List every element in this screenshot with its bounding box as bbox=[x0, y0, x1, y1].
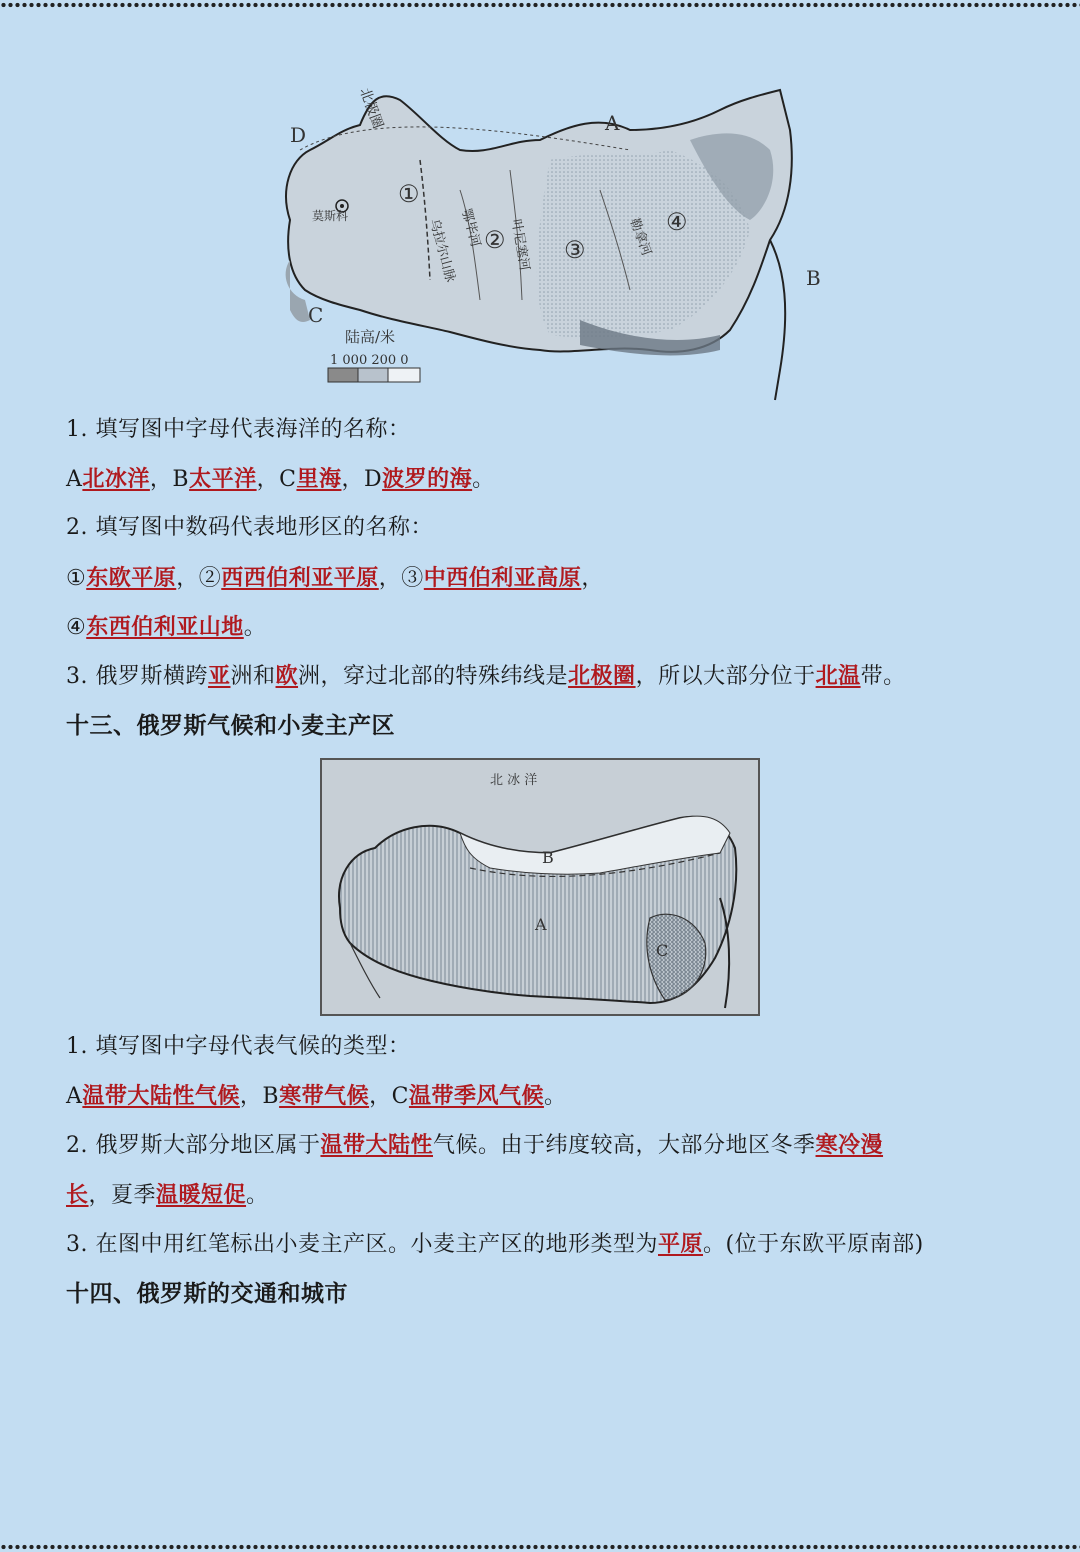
map1-arctic-circle-label: 北极圈 bbox=[356, 85, 386, 131]
bottom-dotted-border bbox=[0, 1542, 1080, 1552]
prompt-text: ，C bbox=[256, 467, 297, 492]
prompt-text: ，夏季 bbox=[88, 1183, 157, 1208]
map1-ob-label: 鄂毕河 bbox=[458, 207, 483, 249]
answer-text: 波罗的海 bbox=[382, 466, 473, 492]
map1-legend-title: 陆高/米 bbox=[345, 328, 396, 346]
answer-text: 欧 bbox=[275, 663, 299, 689]
map1-number-4: ④ bbox=[666, 208, 688, 236]
prompt-text: ，③ bbox=[378, 566, 424, 591]
answer-text: 温带大陆性 bbox=[320, 1132, 433, 1158]
map1-number-3: ③ bbox=[564, 236, 586, 264]
q1-line3: 2. 填写图中数码代表地形区的名称： bbox=[66, 515, 433, 540]
map1-letter-b: B bbox=[806, 266, 821, 290]
answer-text: 西西伯利亚平原 bbox=[221, 565, 379, 591]
prompt-text: 。 bbox=[243, 615, 267, 640]
answer-text: 东西伯利亚山地 bbox=[86, 614, 244, 640]
prompt-text: 。 bbox=[246, 1183, 269, 1208]
prompt-text: 洲和 bbox=[230, 664, 276, 689]
map1-number-2: ② bbox=[484, 226, 506, 254]
prompt-text: A bbox=[66, 467, 83, 492]
q1-line1: 1. 填写图中字母代表海洋的名称： bbox=[66, 417, 411, 442]
prompt-text: 带。 bbox=[860, 664, 906, 689]
answer-text: 里海 bbox=[296, 466, 342, 492]
map2-letter-a: A bbox=[535, 915, 547, 934]
q2-line2 bbox=[66, 1081, 566, 1112]
prompt-text: 3. 俄罗斯横跨 bbox=[66, 664, 208, 689]
answer-text: 长 bbox=[66, 1182, 89, 1208]
answer-text: 东欧平原 bbox=[86, 565, 177, 591]
answer-text: 温带季风气候 bbox=[408, 1083, 544, 1109]
prompt-text: ，B bbox=[149, 467, 190, 492]
legend-swatch-mid bbox=[358, 368, 388, 382]
q1-line6 bbox=[66, 661, 906, 692]
legend-swatch-low bbox=[388, 368, 420, 382]
section-heading-14: 十四、俄罗斯的交通和城市 bbox=[66, 1280, 348, 1307]
prompt-text: 。 bbox=[472, 467, 495, 492]
answer-text: 寒带气候 bbox=[279, 1083, 370, 1109]
map1-lena-label: 勒拿河 bbox=[626, 216, 654, 259]
answer-text: 平原 bbox=[658, 1231, 704, 1257]
russia-terrain-map bbox=[250, 70, 840, 405]
legend-swatch-high bbox=[328, 368, 358, 382]
q1-line4 bbox=[66, 563, 604, 594]
q1-line2 bbox=[66, 464, 495, 495]
prompt-text: 。(位于东欧平原南部) bbox=[703, 1232, 924, 1257]
prompt-text: ，D bbox=[341, 467, 383, 492]
answer-text: 北冰洋 bbox=[82, 466, 150, 492]
q2-line4 bbox=[66, 1180, 269, 1211]
map2-letter-c: C bbox=[656, 941, 669, 960]
map2-letter-b: B bbox=[542, 848, 554, 867]
prompt-text: ① bbox=[66, 566, 87, 591]
prompt-text: ，B bbox=[239, 1084, 280, 1109]
prompt-text: ，所以大部分位于 bbox=[635, 664, 816, 689]
answer-text: 太平洋 bbox=[189, 466, 257, 492]
answer-text: 北温 bbox=[815, 663, 861, 689]
answer-text: 北极圈 bbox=[568, 663, 636, 689]
answer-text: 温带大陆性气候 bbox=[82, 1083, 240, 1109]
map1-moscow-label: 莫斯科 bbox=[312, 209, 349, 223]
prompt-text: A bbox=[66, 1084, 83, 1109]
map1-legend-values: 1 000 200 0 bbox=[330, 353, 409, 368]
map1-letter-a: A bbox=[605, 111, 620, 135]
q2-line5 bbox=[66, 1229, 924, 1260]
answer-text: 寒冷漫 bbox=[815, 1132, 884, 1158]
answer-text: 中西伯利亚高原 bbox=[423, 565, 582, 591]
prompt-text: ，② bbox=[176, 566, 222, 591]
prompt-text: 3. 在图中用红笔标出小麦主产区。小麦主产区的地形类型为 bbox=[66, 1232, 658, 1257]
map1-number-1: ① bbox=[398, 180, 420, 208]
prompt-text: 洲，穿过北部的特殊纬线是 bbox=[298, 664, 569, 689]
prompt-text: 2. 俄罗斯大部分地区属于 bbox=[66, 1133, 321, 1158]
q2-line1: 1. 填写图中字母代表气候的类型： bbox=[66, 1034, 411, 1059]
section-heading-13: 十三、俄罗斯气候和小麦主产区 bbox=[66, 712, 395, 739]
prompt-text: ，C bbox=[369, 1084, 409, 1109]
prompt-text: 气候。由于纬度较高，大部分地区冬季 bbox=[433, 1133, 816, 1158]
map1-yenisei-label: 叶尼塞河 bbox=[508, 218, 532, 272]
prompt-text: 。 bbox=[543, 1084, 567, 1109]
q2-line3 bbox=[66, 1130, 883, 1161]
map1-letter-c: C bbox=[308, 303, 324, 327]
prompt-text: ， bbox=[581, 566, 604, 591]
top-dotted-border bbox=[0, 0, 1080, 10]
answer-text: 亚 bbox=[207, 663, 231, 689]
q1-line5 bbox=[66, 612, 266, 643]
prompt-text: ④ bbox=[66, 615, 87, 640]
answer-text: 温暖短促 bbox=[156, 1182, 247, 1208]
russia-climate-map bbox=[320, 758, 760, 1016]
map1-letter-d: D bbox=[290, 123, 307, 147]
map1-ural-label: 乌拉尔山脉 bbox=[426, 217, 458, 284]
map2-sea-label: 北 冰 洋 bbox=[490, 773, 538, 788]
